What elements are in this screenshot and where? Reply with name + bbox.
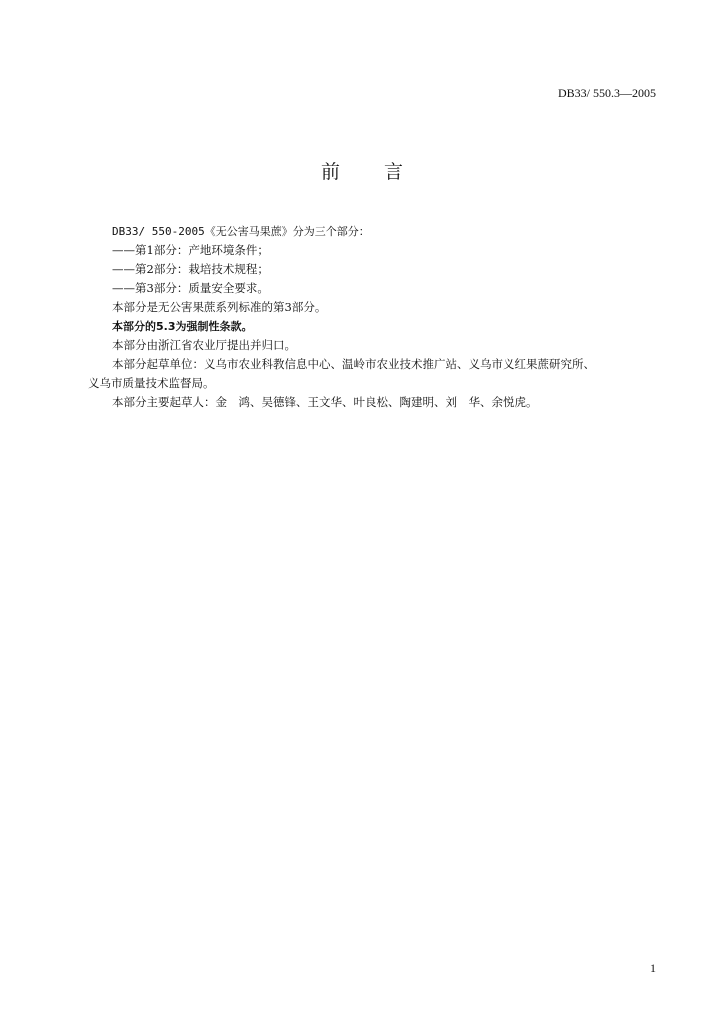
page-title — [0, 157, 724, 184]
list-item-part-3: ——第3部分：质量安全要求。 — [112, 281, 269, 295]
list-item-part-2: ——第2部分：栽培技术规程； — [112, 262, 269, 276]
standard-code: DB33/ 550.3—2005 — [557, 86, 656, 100]
paragraph-parts-intro: DB33/ 550-2005《无公害马果蔗》分为三个部分： — [112, 225, 370, 238]
paragraph-drafting-units-line1: 本部分起草单位：义乌市农业科教信息中心、温岭市农业技术推广站、义乌市义红果蔗研究所、 — [112, 357, 595, 371]
foreword-body — [90, 222, 670, 412]
paragraph-mandatory-clause: 本部分的5.3为强制性条款。 — [112, 320, 253, 333]
list-item-part-1: ——第1部分：产地环境条件； — [112, 243, 269, 257]
paragraph-series-note: 本部分是无公害果蔗系列标准的第3部分。 — [112, 300, 327, 314]
page-number: 1 — [650, 961, 656, 975]
title-char-1: 前 — [320, 161, 340, 183]
title-char-2: 言 — [384, 161, 404, 183]
paragraph-proposer: 本部分由浙江省农业厅提出并归口。 — [112, 338, 296, 352]
paragraph-drafting-units-line2: 义乌市质量技术监督局。 — [88, 376, 215, 390]
paragraph-main-drafters: 本部分主要起草人：金 鸿、吴德锋、王文华、叶良松、陶建明、刘 华、余悦虎。 — [112, 395, 538, 409]
